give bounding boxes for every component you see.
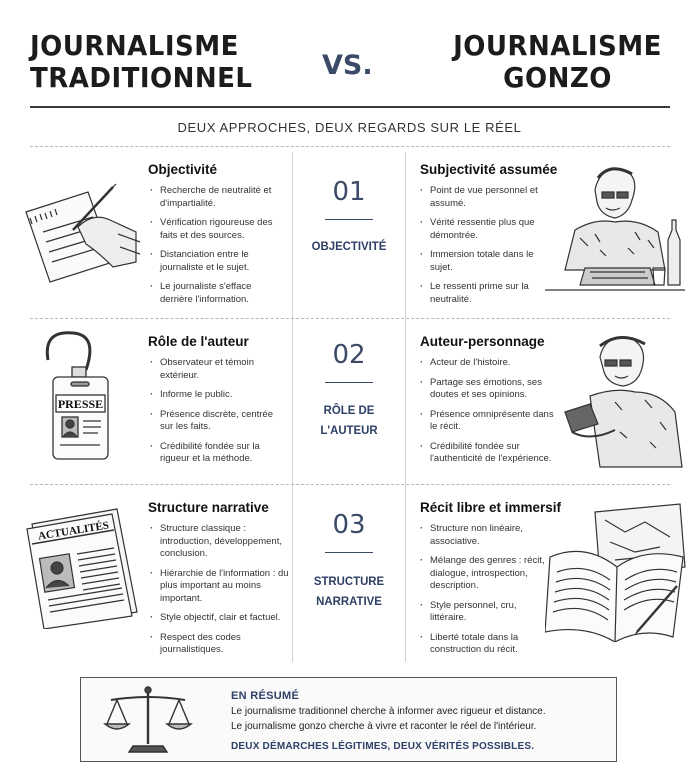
list-item: · Hiérarchie de l'information : du plus important au moins important. bbox=[150, 568, 290, 606]
versus-label: VS. bbox=[322, 50, 373, 81]
right-heading-3: Récit libre et immersif bbox=[420, 500, 562, 515]
newspaper-icon bbox=[22, 504, 142, 629]
section-label-line: L'AUTEUR bbox=[320, 423, 378, 437]
press-badge-icon bbox=[38, 325, 118, 465]
section-number-3: 03 bbox=[332, 510, 366, 540]
left-bullets-2 bbox=[150, 357, 285, 473]
right-heading-2: Auteur-personnage bbox=[420, 334, 545, 349]
section-number-1: 01 bbox=[332, 177, 366, 207]
gonzo-reading-icon bbox=[560, 332, 690, 472]
scales-icon bbox=[103, 682, 193, 758]
list-item: · Informe le public. bbox=[150, 389, 285, 402]
dashed-divider bbox=[30, 146, 670, 147]
summary-line-1: Le journalisme traditionnel cherche à informer avec rigueur et distance. bbox=[231, 706, 546, 717]
list-item: · Structure classique : introduction, développement, conclusion. bbox=[150, 523, 290, 561]
list-item: · Point de vue personnel et assumé. bbox=[420, 185, 538, 210]
badge-label: PRESSE bbox=[57, 397, 104, 411]
notebook-hand-icon bbox=[18, 172, 143, 287]
subtitle: DEUX APPROCHES, DEUX REGARDS SUR LE RÉEL bbox=[177, 120, 522, 135]
title-traditional-line-2: TRADITIONNEL bbox=[30, 61, 253, 94]
title-gonzo bbox=[448, 30, 667, 94]
list-item: · Le ressenti prime sur la neutralité. bbox=[420, 281, 538, 306]
open-book-icon bbox=[545, 502, 690, 642]
section-number-2: 02 bbox=[332, 340, 366, 370]
newspaper-masthead: ACTUALITÉS bbox=[37, 519, 110, 543]
section-label-2 bbox=[298, 400, 401, 440]
list-item: · Recherche de neutralité et d'impartialité. bbox=[150, 185, 285, 210]
gonzo-typewriter-icon bbox=[540, 160, 690, 300]
list-item: · Présence discrète, centrée sur les faits. bbox=[150, 409, 285, 434]
list-item: · Observateur et témoin extérieur. bbox=[150, 357, 285, 382]
list-item: · Crédibilité fondée sur la rigueur et la méthode. bbox=[150, 441, 285, 466]
list-item: · Structure non linéaire, associative. bbox=[420, 523, 548, 548]
right-heading-1: Subjectivité assumée bbox=[420, 162, 558, 177]
left-heading-3: Structure narrative bbox=[148, 500, 269, 515]
section-rule-2 bbox=[325, 382, 373, 383]
list-item: · Vérification rigoureuse des faits et des sources. bbox=[150, 217, 285, 242]
left-heading-2: Rôle de l'auteur bbox=[148, 334, 249, 349]
row-divider-2 bbox=[30, 484, 670, 485]
section-label-1 bbox=[298, 236, 401, 256]
summary-conclusion: DEUX DÉMARCHES LÉGITIMES, DEUX VÉRITÉS POSSIBLES. bbox=[231, 741, 535, 752]
right-bullets-2 bbox=[420, 357, 560, 473]
list-item: · Style objectif, clair et factuel. bbox=[150, 612, 290, 625]
list-item: · Crédibilité fondée sur l'authenticité de l'expérience. bbox=[420, 441, 560, 466]
summary-box bbox=[80, 677, 617, 762]
comparison-row-2 bbox=[0, 320, 699, 485]
section-label-line: RÔLE DE bbox=[323, 403, 375, 417]
title-traditional-line-1: JOURNALISME bbox=[30, 29, 239, 62]
list-item: · Acteur de l'histoire. bbox=[420, 357, 560, 370]
list-item: · Respect des codes journalistiques. bbox=[150, 632, 290, 657]
header bbox=[0, 0, 699, 110]
list-item: · Le journaliste s'efface derrière l'information. bbox=[150, 281, 285, 306]
summary-title: EN RÉSUMÉ bbox=[231, 690, 300, 702]
comparison-row-1 bbox=[0, 152, 699, 317]
list-item: · Mélange des genres : récit, dialogue, introspection, description. bbox=[420, 555, 548, 593]
list-item: · Distanciation entre le journaliste et le sujet. bbox=[150, 249, 285, 274]
list-item: · Immersion totale dans le sujet. bbox=[420, 249, 538, 274]
section-rule-3 bbox=[325, 552, 373, 553]
summary-line-2: Le journalisme gonzo cherche à vivre et raconter le réel de l'intérieur. bbox=[231, 721, 537, 732]
list-item: · Style personnel, cru, littéraire. bbox=[420, 600, 548, 625]
section-rule-1 bbox=[325, 219, 373, 220]
list-item: · Présence omniprésente dans le récit. bbox=[420, 409, 560, 434]
list-item: · Liberté totale dans la construction du récit. bbox=[420, 632, 548, 657]
left-bullets-3 bbox=[150, 523, 290, 664]
list-item: · Vérité ressentie plus que démontrée. bbox=[420, 217, 538, 242]
section-label-line: STRUCTURE bbox=[313, 574, 385, 588]
title-gonzo-line-2: GONZO bbox=[503, 61, 612, 94]
right-bullets-1 bbox=[420, 185, 538, 313]
title-gonzo-line-1: JOURNALISME bbox=[453, 29, 662, 62]
section-label-line: OBJECTIVITÉ bbox=[311, 239, 387, 253]
row-divider-1 bbox=[30, 318, 670, 319]
left-heading-1: Objectivité bbox=[148, 162, 218, 177]
section-label-3 bbox=[298, 571, 401, 611]
section-label-line: NARRATIVE bbox=[316, 594, 382, 608]
header-divider bbox=[30, 106, 670, 108]
comparison-row-3 bbox=[0, 488, 699, 663]
left-bullets-1 bbox=[150, 185, 285, 313]
right-bullets-3 bbox=[420, 523, 548, 664]
title-traditional bbox=[30, 30, 253, 94]
list-item: · Partage ses émotions, ses doutes et ses opinions. bbox=[420, 377, 560, 402]
